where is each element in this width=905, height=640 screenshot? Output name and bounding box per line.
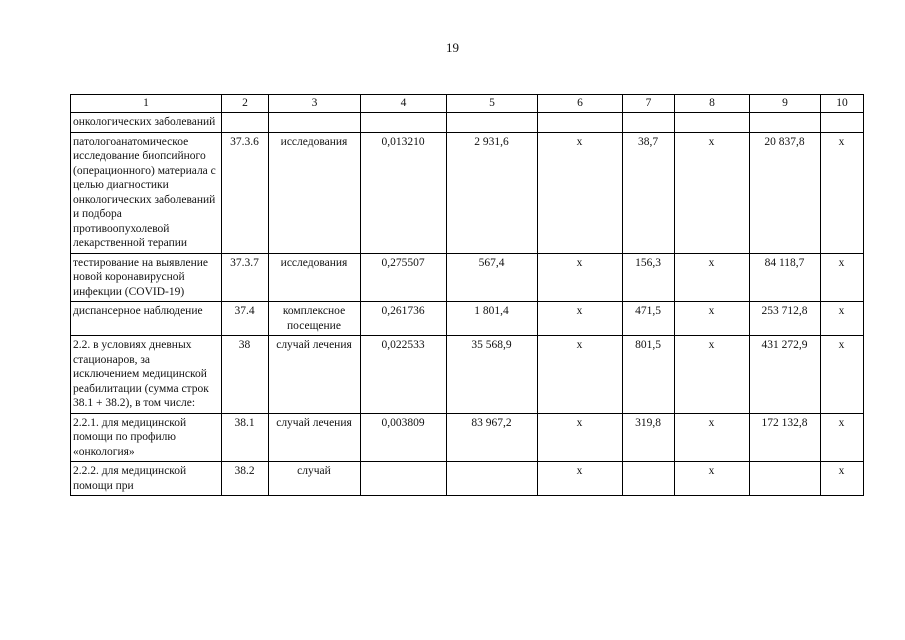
table-cell: 2.2.2. для медицинской помощи при [71, 462, 222, 496]
column-header: 1 [71, 95, 222, 113]
table-cell [269, 113, 361, 133]
table-cell: 38.1 [222, 413, 269, 462]
table-cell: х [538, 462, 623, 496]
table-cell [447, 113, 538, 133]
column-header: 10 [821, 95, 864, 113]
table-row [71, 413, 864, 462]
table-cell: х [821, 413, 864, 462]
table-cell: х [675, 462, 750, 496]
table-cell: 0,275507 [361, 253, 447, 302]
table-cell [361, 462, 447, 496]
table-cell [447, 462, 538, 496]
column-header: 6 [538, 95, 623, 113]
column-header: 3 [269, 95, 361, 113]
table-cell: 0,022533 [361, 336, 447, 414]
table-cell: 37.4 [222, 302, 269, 336]
table-row [71, 336, 864, 414]
table-cell: 38.2 [222, 462, 269, 496]
table-row [71, 253, 864, 302]
table-cell: диспансерное наблюдение [71, 302, 222, 336]
table-cell: 84 118,7 [750, 253, 821, 302]
column-header: 7 [623, 95, 675, 113]
table-cell: х [675, 302, 750, 336]
table-cell: 2 931,6 [447, 132, 538, 253]
table-cell: 38,7 [623, 132, 675, 253]
table-cell: случай лечения [269, 413, 361, 462]
table-cell [750, 462, 821, 496]
table-cell [623, 462, 675, 496]
header-row [71, 95, 864, 113]
column-header: 9 [750, 95, 821, 113]
table-cell: 156,3 [623, 253, 675, 302]
column-header: 5 [447, 95, 538, 113]
column-header: 8 [675, 95, 750, 113]
table-cell: х [538, 336, 623, 414]
table-cell [538, 113, 623, 133]
data-table [70, 94, 864, 496]
table-cell: 37.3.6 [222, 132, 269, 253]
table-cell: 38 [222, 336, 269, 414]
column-header: 4 [361, 95, 447, 113]
table-cell: онкологических заболеваний [71, 113, 222, 133]
table-cell: 567,4 [447, 253, 538, 302]
table-cell: 35 568,9 [447, 336, 538, 414]
table-cell: 471,5 [623, 302, 675, 336]
table-cell: патологоанатомическое исследование биопсийного (операционного) материала с целью диагностики онкологических заболеваний и подбора противоопухолевой лекарственной терапии [71, 132, 222, 253]
table-cell: 37.3.7 [222, 253, 269, 302]
table-cell: х [675, 413, 750, 462]
table-cell: 253 712,8 [750, 302, 821, 336]
table-cell [821, 113, 864, 133]
table-cell: х [675, 336, 750, 414]
table-cell: 172 132,8 [750, 413, 821, 462]
table-cell: 0,003809 [361, 413, 447, 462]
table-cell [750, 113, 821, 133]
table-cell: 2.2.1. для медицинской помощи по профилю «онкология» [71, 413, 222, 462]
table-cell: исследования [269, 253, 361, 302]
table-row [71, 132, 864, 253]
table-cell: х [675, 132, 750, 253]
table-cell [623, 113, 675, 133]
table-cell [222, 113, 269, 133]
table-cell: тестирование на выявление новой коронавирусной инфекции (COVID-19) [71, 253, 222, 302]
page-number: 19 [446, 40, 459, 55]
table-cell: комплексное посещение [269, 302, 361, 336]
table-cell: случай [269, 462, 361, 496]
table-cell: х [538, 132, 623, 253]
table-cell: 319,8 [623, 413, 675, 462]
table-cell: 0,261736 [361, 302, 447, 336]
table-cell: 431 272,9 [750, 336, 821, 414]
table-row [71, 113, 864, 133]
table-cell: исследования [269, 132, 361, 253]
table-cell: х [821, 253, 864, 302]
table-cell: х [675, 253, 750, 302]
table-cell: случай лечения [269, 336, 361, 414]
table-cell [361, 113, 447, 133]
table-cell: 0,013210 [361, 132, 447, 253]
table-cell: х [821, 336, 864, 414]
table-cell: 83 967,2 [447, 413, 538, 462]
table-cell: 20 837,8 [750, 132, 821, 253]
table-cell: 2.2. в условиях дневных стационаров, за исключением медицинской реабилитации (сумма строк 38.1 + 38.2), в том числе: [71, 336, 222, 414]
table-cell: х [538, 253, 623, 302]
table-row [71, 302, 864, 336]
table-cell: 1 801,4 [447, 302, 538, 336]
table-cell: х [821, 462, 864, 496]
table-cell: х [821, 302, 864, 336]
table-cell [675, 113, 750, 133]
table-cell: х [821, 132, 864, 253]
column-header: 2 [222, 95, 269, 113]
table-row [71, 462, 864, 496]
table-cell: х [538, 413, 623, 462]
table-cell: х [538, 302, 623, 336]
table-cell: 801,5 [623, 336, 675, 414]
